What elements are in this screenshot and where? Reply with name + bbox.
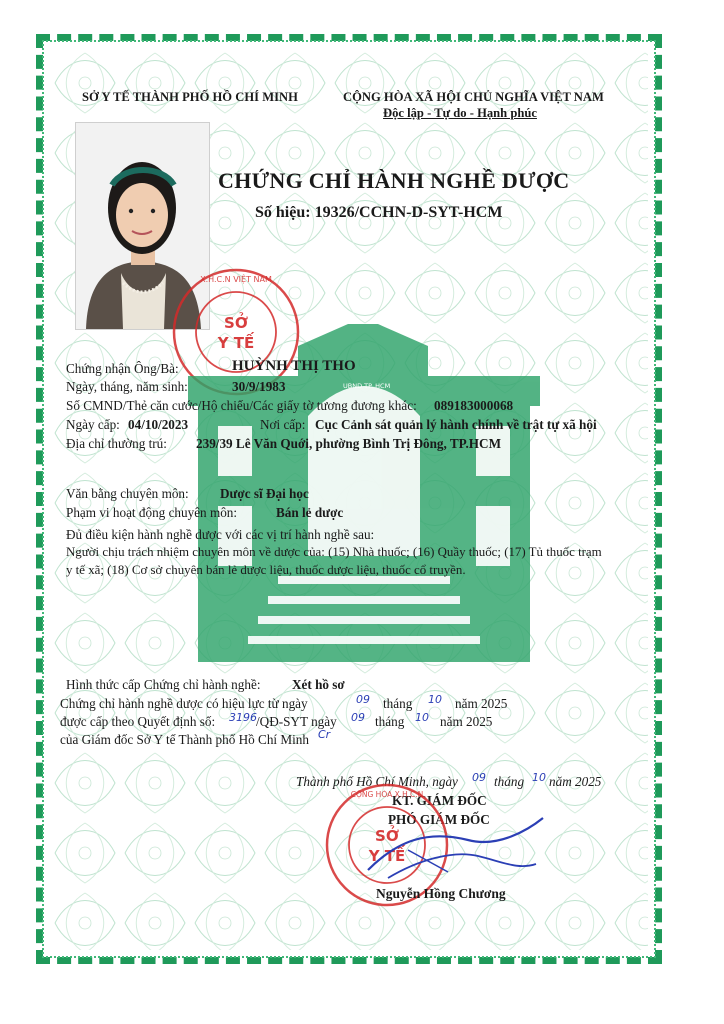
dob-label: Ngày, tháng, năm sinh: xyxy=(66,379,188,394)
svg-text:X.H.C.N VIỆT NAM: X.H.C.N VIỆT NAM xyxy=(200,275,272,284)
national-motto: Độc lập - Tự do - Hạnh phúc xyxy=(383,106,537,120)
signer-title-2: PHÓ GIÁM ĐỐC xyxy=(388,812,490,827)
name-label: Chứng nhận Ông/Bà: xyxy=(66,361,179,376)
decision-number: 3196 xyxy=(229,711,257,724)
sign-day: 09 xyxy=(472,771,486,784)
certificate-serial: Số hiệu: 19326/CCHN-D-SYT-HCM xyxy=(255,204,503,221)
director-line: của Giám đốc Sở Y tế Thành phố Hồ Chí Minh xyxy=(60,732,309,747)
decision-month-word: tháng xyxy=(375,714,405,729)
validity-year: năm 2025 xyxy=(455,696,508,711)
issue-place: Cục Cảnh sát quản lý hành chính về trật tự xã hội xyxy=(315,417,597,432)
method-label: Hình thức cấp Chứng chỉ hành nghề: xyxy=(66,677,261,692)
director-mark: Cr xyxy=(318,728,331,741)
decision-mid: /QĐ-SYT ngày xyxy=(256,714,337,729)
validity-day: 09 xyxy=(356,693,370,706)
department-name: SỞ Y TẾ THÀNH PHỐ HỒ CHÍ MINH xyxy=(82,90,298,104)
signer-name: Nguyễn Hồng Chương xyxy=(376,886,506,901)
scope-value: Bán lẻ dược xyxy=(276,505,344,520)
eligibility-statement: Đủ điều kiện hành nghề dược với các vị trí hành nghề sau: xyxy=(66,527,375,542)
validity-month-word: tháng xyxy=(383,696,413,711)
svg-text:SỞ: SỞ xyxy=(224,314,248,332)
validity-prefix: Chứng chỉ hành nghề dược có hiệu lực từ ngày xyxy=(60,696,308,711)
holder-name: HUỲNH THỊ THO xyxy=(232,358,356,374)
decision-year: năm 2025 xyxy=(440,714,493,729)
svg-text:CỘNG HÒA X.H.C.N: CỘNG HÒA X.H.C.N xyxy=(350,790,424,799)
sign-year: năm 2025 xyxy=(549,774,602,789)
decision-month: 10 xyxy=(415,711,429,724)
issue-date: 04/10/2023 xyxy=(128,417,189,432)
issue-date-label: Ngày cấp: xyxy=(66,417,120,432)
issue-place-label: Nơi cấp: xyxy=(260,417,306,432)
decision-prefix: được cấp theo Quyết định số: xyxy=(60,714,216,729)
positions-line-1: Người chịu trách nhiệm chuyên môn về dược của: (15) Nhà thuốc; (16) Quầy thuốc; (17) Tủ thuốc trạm xyxy=(66,545,602,559)
svg-text:Y TẾ: Y TẾ xyxy=(368,847,406,865)
holder-address: 239/39 Lê Văn Quới, phường Bình Trị Đông, TP.HCM xyxy=(196,436,502,451)
sign-month: 10 xyxy=(532,771,546,784)
signer-title-1: KT. GIÁM ĐỐC xyxy=(392,793,487,808)
certificate-title: CHỨNG CHỈ HÀNH NGHỀ DƯỢC xyxy=(218,168,570,193)
building-sign: UBND TP. HCM xyxy=(343,382,391,390)
id-label: Số CMND/Thẻ căn cước/Hộ chiếu/Các giấy tờ tương đương khác: xyxy=(66,398,417,413)
validity-month: 10 xyxy=(428,693,442,706)
sign-month-word: tháng xyxy=(494,774,525,789)
holder-id: 089183000068 xyxy=(434,398,514,413)
nation-name: CỘNG HÒA XÃ HỘI CHỦ NGHĨA VIỆT NAM xyxy=(343,90,604,104)
svg-text:SỞ: SỞ xyxy=(375,827,399,845)
degree-value: Dược sĩ Đại học xyxy=(220,486,309,501)
positions-line-2: y tế xã; (18) Cơ sở chuyên bán lẻ dược liệu, thuốc dược liệu, thuốc cổ truyền. xyxy=(66,563,466,577)
degree-label: Văn bằng chuyên môn: xyxy=(66,486,189,501)
method-value: Xét hồ sơ xyxy=(292,677,345,692)
handwritten-signature xyxy=(358,810,548,890)
place-date-prefix: Thành phố Hồ Chí Minh, ngày xyxy=(296,774,458,789)
decision-day: 09 xyxy=(351,711,365,724)
svg-text:Y TẾ: Y TẾ xyxy=(217,334,255,352)
address-label: Địa chỉ thường trú: xyxy=(66,436,167,451)
holder-dob: 30/9/1983 xyxy=(232,379,286,394)
scope-label: Phạm vi hoạt động chuyên môn: xyxy=(66,505,238,520)
